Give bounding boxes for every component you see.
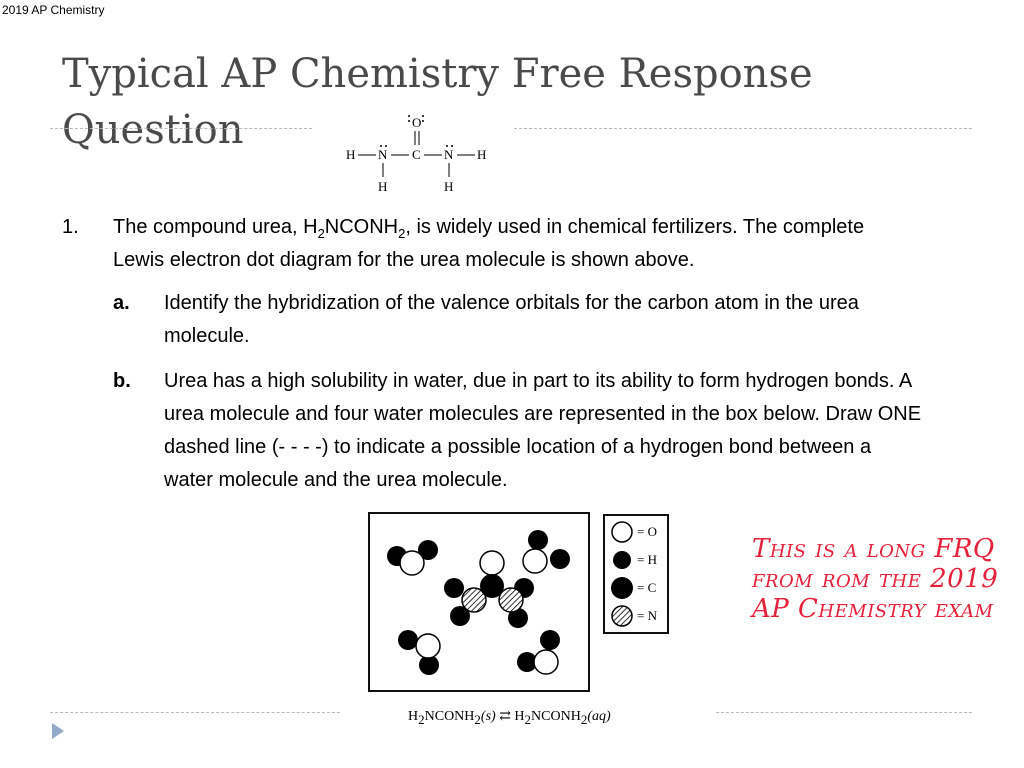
title-rule-right [514,128,972,129]
question-number: 1. [62,216,79,238]
part-text: Urea has a high solubility in water, due in part to its ability to form hydrogen bonds. A urea molecule and four water molecules are represented in the box below. Draw ONE dashed line (- - - -) to indicate a possible location of a hydrogen bond between a water molecule and the urea molecule. [164,370,922,491]
water-oxygen [523,549,547,573]
urea-molecule [444,551,534,628]
urea-hydrogen [444,578,464,598]
legend-hydrogen-label: = H [637,552,657,567]
header-label: 2019 AP Chemistry [2,3,105,17]
next-slide-arrow-icon[interactable] [50,721,66,741]
lone-pair-dot [408,115,410,117]
water-molecule [517,630,560,674]
part-text: Identify the hybridization of the valence orbitals for the carbon atom in the urea molecule. [164,292,859,347]
legend-hydrogen-symbol [613,551,631,569]
legend-nitrogen-label: = N [637,608,657,623]
water-molecule [387,540,438,575]
water-hydrogen [540,630,560,650]
lewis-carbon: C [412,147,421,162]
footer-rule-left [50,712,340,713]
legend-carbon-symbol [611,577,633,599]
legend-oxygen-symbol [612,522,632,542]
lewis-nitrogen: N [378,147,388,162]
legend-carbon-label: = C [637,580,657,595]
lone-pair-dot [380,145,382,147]
water-molecule [523,530,570,573]
lone-pair-dot [422,115,424,117]
molecule-drawing-box[interactable] [368,512,590,692]
part-label: a. [113,292,130,314]
urea-carbon [480,574,504,598]
lone-pair-dot [446,145,448,147]
part-label: b. [113,370,131,392]
legend-nitrogen-symbol [612,606,632,626]
water-hydrogen [550,549,570,569]
lone-pair-dot [422,120,424,122]
atom-legend [603,514,669,634]
question-text: The compound urea, $H_2NCONH_2$, is widely used in chemical fertilizers. The complete Lewis electron dot diagram for the urea molecule is shown above. [113,216,865,271]
lewis-hydrogen: H [346,147,356,162]
lewis-nitrogen: N [444,147,454,162]
page-title: Typical AP Chemistry Free Response Question [62,51,813,153]
urea-lewis-structure [336,110,506,196]
urea-oxygen [480,551,504,575]
water-hydrogen [528,530,548,550]
molecule-diagram [370,514,588,690]
legend-oxygen-label: = O [637,524,657,539]
lewis-hydrogen: H [378,179,388,194]
lone-pair-dot [408,120,410,122]
lewis-oxygen: O [412,115,422,130]
water-oxygen [534,650,558,674]
exam-note: This is a long FRQ from rom the 2019 AP Chemistry exam [752,534,999,624]
lone-pair-dot [385,145,387,147]
lone-pair-dot [451,145,453,147]
footer-rule-right [716,712,972,713]
water-oxygen [416,634,440,658]
title-rule-left [50,128,312,129]
water-molecule [398,630,440,675]
lewis-hydrogen: H [477,147,487,162]
water-hydrogen [398,630,418,650]
water-oxygen [400,551,424,575]
lewis-hydrogen: H [444,179,454,194]
legend-graphic [605,516,667,632]
dissolution-equation: $H_2NCONH_2(s)$ ⇄ $H_2NCONH_2(aq)$ [408,709,611,727]
